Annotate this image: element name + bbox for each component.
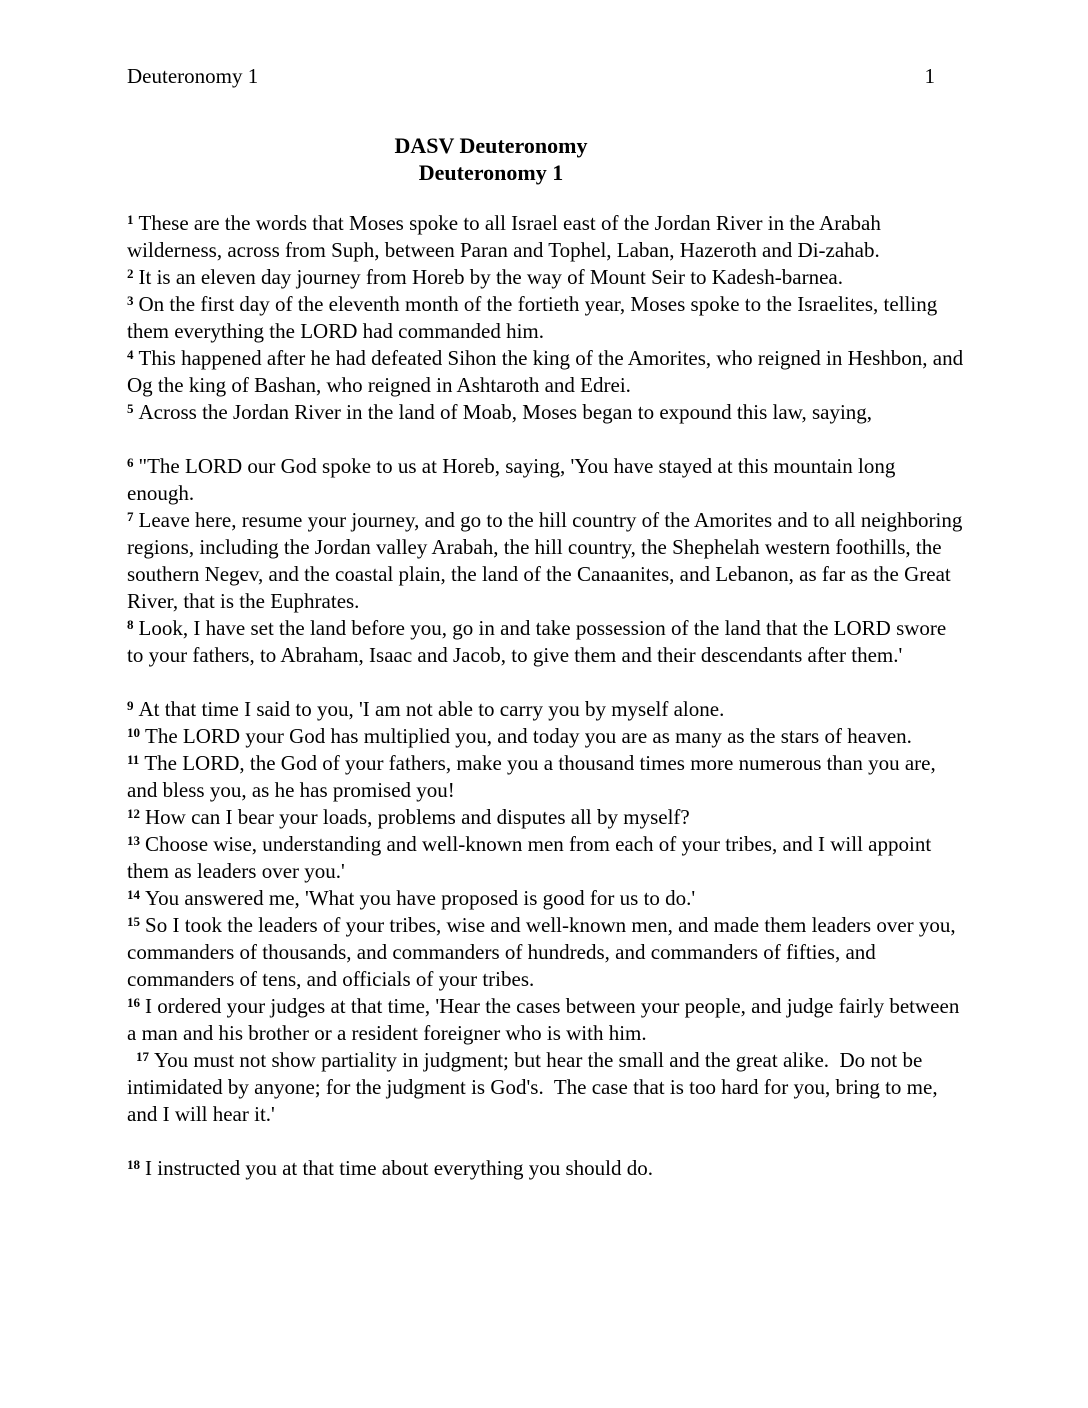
verse-17 <box>127 1047 965 1128</box>
verse-text: I instructed you at that time about everything you should do. <box>145 1156 654 1180</box>
verse-paragraph <box>127 1155 965 1182</box>
verse-6 <box>127 453 965 507</box>
verse-3 <box>127 291 965 345</box>
verse-15 <box>127 912 965 993</box>
verse-number: 14 <box>127 887 141 903</box>
verse-18 <box>127 1155 965 1182</box>
verse-4 <box>127 345 969 399</box>
verse-text: So I took the leaders of your tribes, wise and well-known men, and made them leaders over you, commanders of thousands, and commanders of hundreds, and commanders of fifties, and commanders of tens, and officials of your tribes. <box>127 913 961 991</box>
verse-number: 17 <box>136 1049 150 1065</box>
verse-paragraph <box>127 210 969 426</box>
verse-number: 3 <box>127 293 134 309</box>
verse-text: These are the words that Moses spoke to all Israel east of the Jordan River in the Arabah wilderness, across from Suph, between Paran and Tophel, Laban, Hazeroth and Di-zahab. <box>127 211 887 262</box>
verse-text: I ordered your judges at that time, 'Hear the cases between your people, and judge fairly between a man and his brother or a resident foreigner who is with him. <box>127 994 965 1045</box>
page-number: 1 <box>924 64 935 88</box>
verse-number: 8 <box>127 617 134 633</box>
chapter-title: Deuteronomy 1 <box>418 160 564 185</box>
verse-text: At that time I said to you, 'I am not able to carry you by myself alone. <box>138 697 725 721</box>
verse-text: "The LORD our God spoke to us at Horeb, saying, 'You have stayed at this mountain long enough. <box>127 454 901 505</box>
verse-text: This happened after he had defeated Sihon the king of the Amorites, who reigned in Heshbon, and Og the king of Bashan, who reigned in Ashtaroth and Edrei. <box>127 346 969 397</box>
verse-number: 5 <box>127 401 134 417</box>
verse-13 <box>127 831 965 885</box>
verse-5 <box>127 399 965 426</box>
verse-number: 2 <box>127 266 134 282</box>
verse-text: Look, I have set the land before you, go in and take possession of the land that the LORD swore to your fathers, to Abraham, Isaac and Jacob, to give them and their descendants after them.' <box>127 616 952 667</box>
verse-text: How can I bear your loads, problems and disputes all by myself? <box>145 805 690 829</box>
verse-10 <box>127 723 965 750</box>
verse-text: Leave here, resume your journey, and go to the hill country of the Amorites and to all neighboring regions, including the Jordan valley Arabah, the hill country, the Shephelah western foothills, the southern Negev, and the coastal plain, the land of the Canaanites, and Lebanon, as far as the Great River, that is the Euphrates. <box>127 508 968 613</box>
verse-number: 11 <box>127 752 140 768</box>
verse-number: 7 <box>127 509 134 525</box>
verse-paragraph <box>127 696 965 1128</box>
verse-text: You answered me, 'What you have proposed is good for us to do.' <box>145 886 696 910</box>
verse-number: 18 <box>127 1157 141 1173</box>
verse-number: 4 <box>127 347 134 363</box>
verse-1 <box>127 210 965 264</box>
verse-number: 15 <box>127 914 141 930</box>
document-title: DASV Deuteronomy <box>394 133 588 158</box>
verse-9 <box>127 696 965 723</box>
page-header <box>0 63 1088 90</box>
verse-text: You must not show partiality in judgment; but hear the small and the great alike. Do not be intimidated by anyone; for the judgment is God's. The case that is too hard for you, bring to me, and I will hear it.' <box>127 1048 943 1126</box>
verse-text: It is an eleven day journey from Horeb by the way of Mount Seir to Kadesh-barnea. <box>138 265 843 289</box>
verse-11 <box>127 750 965 804</box>
verse-number: 13 <box>127 833 141 849</box>
running-header-title: Deuteronomy 1 <box>127 64 259 88</box>
verse-7 <box>127 507 968 615</box>
verse-number: 10 <box>127 725 141 741</box>
verse-number: 9 <box>127 698 134 714</box>
verse-number: 16 <box>127 995 141 1011</box>
verse-text: The LORD your God has multiplied you, and today you are as many as the stars of heaven. <box>145 724 912 748</box>
title-block <box>127 132 855 186</box>
verse-text: On the first day of the eleventh month of the fortieth year, Moses spoke to the Israelites, telling them everything the LORD had commanded him. <box>127 292 943 343</box>
verse-number: 1 <box>127 212 134 228</box>
verse-12 <box>127 804 965 831</box>
verse-number: 6 <box>127 455 134 471</box>
verse-paragraph <box>127 453 968 669</box>
verse-16 <box>127 993 965 1047</box>
verse-number: 12 <box>127 806 141 822</box>
verse-14 <box>127 885 965 912</box>
verse-text: Across the Jordan River in the land of Moab, Moses began to expound this law, saying, <box>138 400 873 424</box>
scripture-text <box>127 210 969 1182</box>
verse-text: The LORD, the God of your fathers, make you a thousand times more numerous than you are, and bless you, as he has promised you! <box>127 751 941 802</box>
verse-2 <box>127 264 965 291</box>
verse-8 <box>127 615 965 669</box>
verse-text: Choose wise, understanding and well-known men from each of your tribes, and I will appoint them as leaders over you.' <box>127 832 937 883</box>
